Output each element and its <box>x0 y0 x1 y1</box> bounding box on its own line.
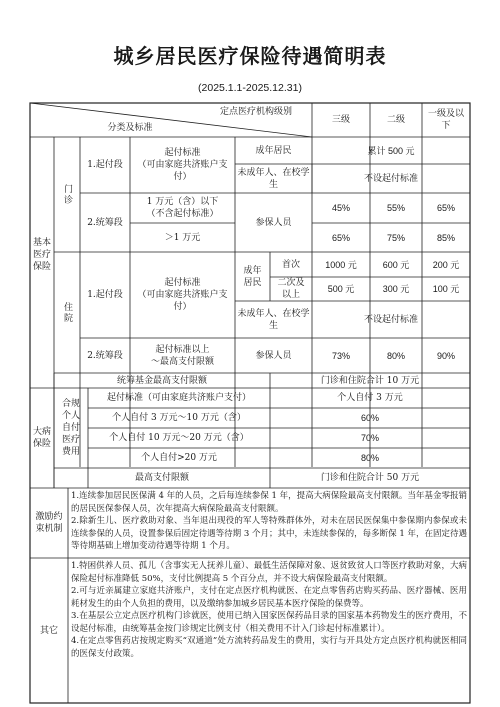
outpatient-adult-value: 累计 500 元 <box>367 145 415 156</box>
inpatient-pooling-desc: 起付标准以上 ～最高支付限额 <box>150 344 214 367</box>
inpatient-first-level1: 200 元 <box>432 259 460 270</box>
section-incentive: 激励约束机制 <box>35 512 63 534</box>
outpatient-rate-2-level1: 85% <box>436 232 455 243</box>
inpatient-insured-label: 参保人员 <box>255 350 292 361</box>
outpatient-minor-value: 不设起付标准 <box>363 173 418 184</box>
critical-row-4-label: 个人自付>20 万元 <box>141 453 217 463</box>
inpatient-first-level3: 1000 元 <box>325 259 357 270</box>
other-text: 1.特困供养人员、孤儿（含事实无人抚养儿童）、最低生活保障对象、返贫致贫人口等医疗救助对象，大病保险起付标准降低 50%，支付比例提高 5 个百分点，并不设大病保险最高支付限额。 2.可与近亲属建立家庭共济账户，支付在定点医疗机构就医、在定点零售药店购买药品、医疗器械、医用耗材发生的由个人负担的费用，以及缴纳参加城乡居民基本医疗保险的保费等。 3.在基层公立定点医疗机构门诊就医，使用已纳入国家医保药品目录的国家基本药物发生的医疗费用，不设起付标准，由统筹基金按门诊规定比例支付（相关费用不计入门诊起付标准累计）。 4.在定点零售药店按规定购买“双通道”处方流转药品发生的费用，实行与开具处方定点医疗机构就医相同的医保支付政策。 <box>71 561 467 659</box>
outpatient-pooling-label: 2.统筹段 <box>87 217 123 228</box>
validity-period: (2025.1.1-2025.12.31) <box>198 82 302 94</box>
inpatient-rate-level3: 73% <box>331 350 350 361</box>
critical-row-3-label: 个人自付 10 万元～20 万元（含） <box>109 433 249 443</box>
critical-max-value: 门诊和住院合计 50 万元 <box>320 473 420 483</box>
corner-header-level: 定点医疗机构级别 <box>219 107 292 117</box>
fund-max-label: 统筹基金最高支付限额 <box>116 375 207 386</box>
inpatient-minor-value: 不设起付标准 <box>363 314 418 325</box>
inpatient-minor-label: 未成年人、在校学生 <box>237 308 310 331</box>
critical-row-3-value: 70% <box>360 433 379 443</box>
outpatient-rate-2-level2: 75% <box>386 232 405 243</box>
section-basic-insurance: 基本医疗保险 <box>33 238 52 272</box>
outpatient-adult-label: 成年居民 <box>255 145 292 156</box>
outpatient-insured-label: 参保人员 <box>255 217 292 228</box>
inpatient-first-level2: 600 元 <box>382 259 410 270</box>
critical-row-1-value: 个人自付 3 万元 <box>337 393 403 403</box>
outpatient-label: 门诊 <box>62 183 72 206</box>
outpatient-rate-1-level2: 55% <box>386 203 405 213</box>
outpatient-deductible-label: 1.起付段 <box>87 160 123 170</box>
inpatient-second-level3: 500 元 <box>327 284 355 294</box>
inpatient-deductible-desc: 起付标准 （可由家庭共济账户支付） <box>137 278 228 312</box>
header-level-1: 一级及以下 <box>427 109 464 131</box>
critical-max-label: 最高支付限额 <box>134 473 189 483</box>
inpatient-second-label: 二次及以上 <box>277 278 305 300</box>
section-other: 其它 <box>39 625 58 636</box>
critical-row-2-label: 个人自付 3 万元～10 万元（含） <box>112 413 246 423</box>
incentive-text: 1.连续参加居民医保满 4 年的人员，之后每连续参保 1 年，提高大病保险最高支付限额。当年基金零报销的居民医保参保人员，次年提高大病保险最高支付限额。 2.除新生儿、医疗救助对象、当年退出现役的军人等特殊群体外，对未在居民医保集中参保期内参保或未连续参保的人员，设置参保后固定待遇等待期 3 个月；其中，未连续参保的，每多断保 1 年，在固定待遇等待期基础上增加变动待遇等待期 1 个月。 <box>71 491 467 551</box>
inpatient-adult-label: 成年居民 <box>243 265 262 288</box>
outpatient-rate-1-level1: 65% <box>436 203 455 213</box>
outpatient-range-1: 1 万元（含）以下 （不含起付标准） <box>146 197 219 219</box>
inpatient-rate-level1: 90% <box>436 350 455 361</box>
outpatient-minor-label: 未成年人、在校学生 <box>237 167 310 190</box>
inpatient-second-level2: 300 元 <box>382 284 410 294</box>
header-level-3: 三级 <box>331 115 350 125</box>
corner-header-category: 分类及标准 <box>107 123 153 133</box>
inpatient-rate-level2: 80% <box>386 350 405 361</box>
critical-row-1-label: 起付标准（可由家庭共济账户支付） <box>106 393 251 403</box>
inpatient-second-level1: 100 元 <box>432 284 460 294</box>
outpatient-rate-2-level3: 65% <box>331 232 350 243</box>
critical-row-4-value: 80% <box>360 453 379 463</box>
inpatient-label: 住院 <box>62 301 72 324</box>
inpatient-deductible-label: 1.起付段 <box>87 290 123 300</box>
inpatient-pooling-label: 2.统筹段 <box>87 350 123 361</box>
benefits-table <box>30 103 470 703</box>
outpatient-range-2: ＞1 万元 <box>164 232 201 243</box>
critical-row-2-value: 60% <box>360 413 379 423</box>
section-critical-illness: 大病保险 <box>33 427 52 449</box>
header-level-2: 二级 <box>386 115 405 125</box>
critical-combined-label: 合规个人自付医疗费用 <box>61 399 80 457</box>
inpatient-first-label: 首次 <box>281 259 300 270</box>
outpatient-deductible-desc: 起付标准 （可由家庭共济账户支付） <box>137 148 228 182</box>
page-title: 城乡居民医疗保险待遇简明表 <box>113 44 387 68</box>
outpatient-rate-1-level3: 45% <box>331 203 350 213</box>
fund-max-value: 门诊和住院合计 10 万元 <box>320 375 420 386</box>
